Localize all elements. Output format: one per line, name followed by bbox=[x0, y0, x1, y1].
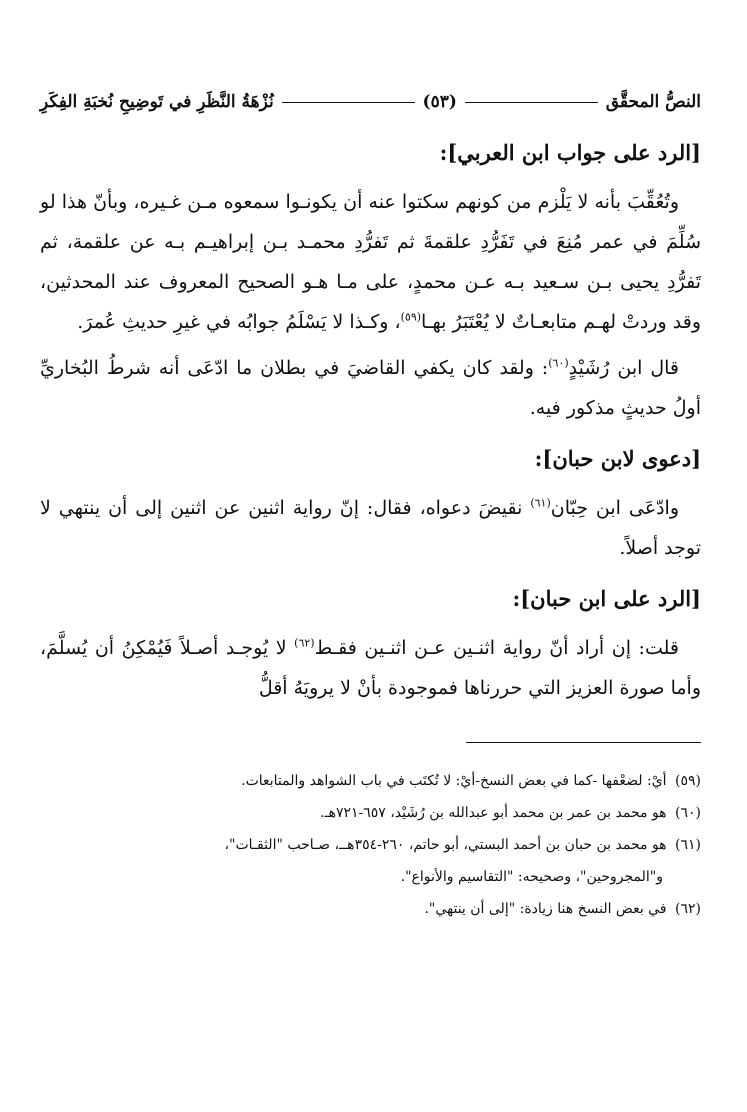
header-rule-right bbox=[465, 102, 598, 103]
footnote-text: في بعض النسخ هنا زيادة: "إلى أن ينتهي". bbox=[424, 901, 667, 917]
paragraph bbox=[40, 348, 701, 428]
footnote-ref: (٥٩) bbox=[400, 310, 422, 324]
footnote bbox=[40, 765, 701, 797]
paragraph-text: : ولقد كان يكفي القاضيَ في بطلان ما ادّعَى أنه شرطُ البُخاريِّ أولُ حديثٍ مذكور فيه. bbox=[40, 357, 701, 419]
paragraph-text: قال ابن رُشَيْدٍ bbox=[568, 357, 679, 379]
footnote-text: أيْ: لضعْفها -كما في بعض النسخ-أيْ: لا تُكتَب في باب الشواهد والمتابعات. bbox=[241, 773, 667, 789]
footnote-text: هو محمد بن حبان بن أحمد البستي، أبو حاتم، ٢٦٠-٣٥٤هــ، صـاحب "الثقـات"، bbox=[224, 837, 667, 853]
section-heading: [دعوى لابن حبان]: bbox=[534, 446, 701, 471]
footnote-ref: (٦٠) bbox=[548, 356, 569, 370]
header-rule-left bbox=[282, 102, 415, 103]
footnote-number: (٦٠) bbox=[675, 805, 701, 821]
header-right-title: النصُّ المحقَّق bbox=[605, 92, 701, 112]
footnote bbox=[40, 829, 701, 861]
paragraph-text: لا يُوجـد أصـلاً فَيُمْكِنُ أن يُسلَّمَ، وأما صورة العزيز التي حررناها فموجودة بأنْ لا يرويَهُ أقلُّ bbox=[40, 637, 701, 699]
footnotes bbox=[40, 765, 701, 925]
footnote-number: (٥٩) bbox=[675, 773, 701, 789]
running-header bbox=[40, 82, 701, 122]
paragraph-text: نقيضَ دعواه، فقال: إنّ رواية اثنين عن اثنين إلى أن ينتهي لا توجد أصلاً. bbox=[40, 497, 701, 559]
paragraph bbox=[40, 182, 701, 342]
page-number: (٥٣) bbox=[422, 92, 457, 112]
footnote-text: هو محمد بن عمر بن محمد أبو عبدالله بن رُشَيْد، ٦٥٧-٧٢١هـ. bbox=[320, 805, 667, 821]
paragraph-text: وتُعُقِّبَ بأنه لا يَلْزم من كونهم سكتوا عنه أن يكونـوا سمعوه مـن غـيره، وبأنّ هذا لو سُلِّمَ في عمر مُنِعَ في تَفَرُّدِ علقمةَ ثم تَفرُّدِ محمـد بـن إبراهيـم بـه عن علقمة، ثم تَفرُّدِ يحيى بـن سـعيد بـه عـن محمدٍ، على مـا هـو الصحيح المعروف عند المحدثين، وقد وردتْ لهـم متابعـاتٌ لا يُعْتَبَرُ بهـا bbox=[40, 191, 701, 333]
footnote bbox=[40, 893, 701, 925]
footnote-number: (٦٢) bbox=[675, 901, 701, 917]
footnote-number: (٦١) bbox=[675, 837, 701, 853]
footnote bbox=[40, 797, 701, 829]
paragraph-text: ، وكـذا لا يَسْلَمُ جوابُه في غيرِ حديثِ عُمرَ. bbox=[77, 311, 401, 333]
main-text bbox=[40, 138, 701, 708]
section-heading: [الرد على ابن حبان]: bbox=[512, 586, 701, 611]
header-left-title: نُزْهَةُ النَّظَرِ في تَوضِيحِ نُخبَةِ الفِكَرِ bbox=[40, 92, 274, 112]
footnote-separator bbox=[466, 742, 701, 743]
footnote-ref: (٦١) bbox=[530, 496, 551, 510]
section-heading: [الرد على جواب ابن العربي]: bbox=[439, 140, 701, 165]
footnote-ref: (٦٢) bbox=[294, 636, 315, 650]
paragraph bbox=[40, 488, 701, 568]
paragraph-text: وادّعَى ابن حِبّان bbox=[550, 497, 679, 519]
footnote-continuation: و"المجروحين"، وصحيحه: "التقاسيم والأنواع". bbox=[400, 869, 663, 885]
paragraph bbox=[40, 628, 701, 708]
paragraph-text: قلت: إن أراد أنّ رواية اثنـين عـن اثنـين فقـط bbox=[314, 637, 679, 659]
